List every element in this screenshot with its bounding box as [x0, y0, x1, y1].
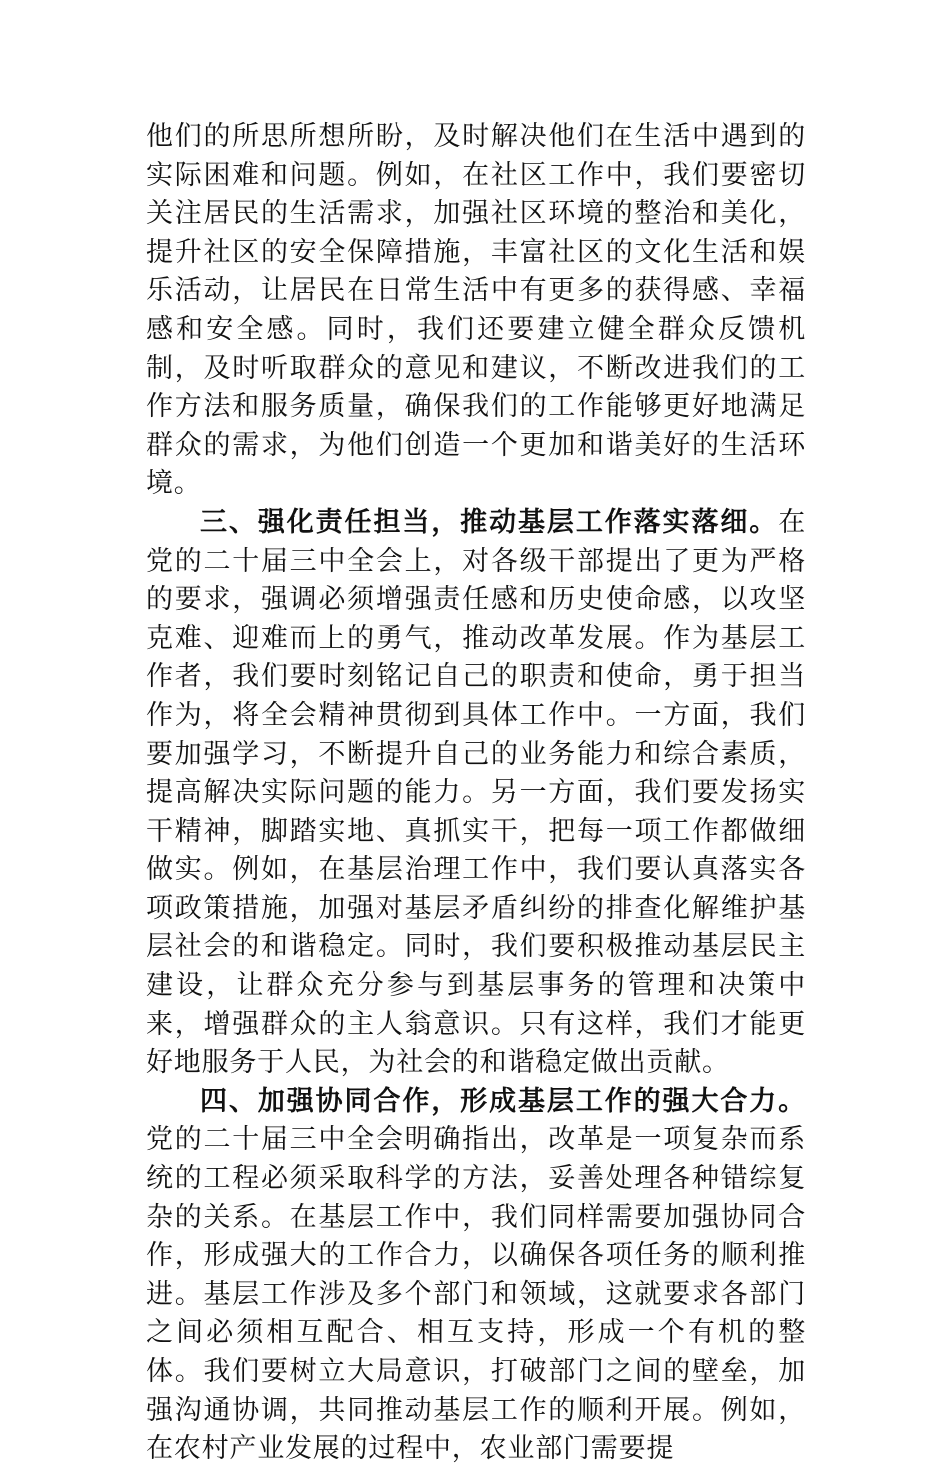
section-heading-4: 四、加强协同合作，形成基层工作的强大合力。	[200, 1085, 806, 1117]
paragraph-text: 党的二十届三中全会明确指出，改革是一项复杂而系统的工程必须采取科学的方法，妥善处理各种错综复杂的关系。在基层工作中，我们同样需要加强协同合作，形成强大的工作合力，以确保各项任务的顺利推进。基层工作涉及多个部门和领域，这就要求各部门之间必须相互配合、相互支持，形成一个有机的整体。我们要树立大局意识，打破部门之间的壁垒，加强沟通协调，共同推动基层工作的顺利开展。例如，在农村产业发展的过程中，农业部门需要提	[146, 1124, 806, 1465]
body-paragraph-3	[146, 1083, 806, 1469]
paragraph-text: 他们的所思所想所盼，及时解决他们在生活中遇到的实际困难和问题。例如，在社区工作中，我们要密切关注居民的生活需求，加强社区环境的整治和美化，提升社区的安全保障措施，丰富社区的文化生活和娱乐活动，让居民在日常生活中有更多的获得感、幸福感和安全感。同时，我们还要建立健全群众反馈机制，及时听取群众的意见和建议，不断改进我们的工作方法和服务质量，确保我们的工作能够更好地满足群众的需求，为他们创造一个更加和谐美好的生活环境。	[146, 121, 806, 500]
section-heading-3: 三、强化责任担当，推动基层工作落实落细。	[200, 506, 779, 538]
body-paragraph-2	[146, 504, 806, 1083]
body-paragraph-1	[146, 118, 806, 504]
paragraph-text: 在党的二十届三中全会上，对各级干部提出了更为严格的要求，强调必须增强责任感和历史使命感，以攻坚克难、迎难而上的勇气，推动改革发展。作为基层工作者，我们要时刻铭记自己的职责和使命，勇于担当作为，将全会精神贯彻到具体工作中。一方面，我们要加强学习，不断提升自己的业务能力和综合素质，提高解决实际问题的能力。另一方面，我们要发扬实干精神，脚踏实地、真抓实干，把每一项工作都做细做实。例如，在基层治理工作中，我们要认真落实各项政策措施，加强对基层矛盾纠纷的排查化解维护基层社会的和谐稳定。同时，我们要积极推动基层民主建设，让群众充分参与到基层事务的管理和决策中来，增强群众的主人翁意识。只有这样，我们才能更好地服务于人民，为社会的和谐稳定做出贡献。	[146, 506, 806, 1079]
document-page	[146, 118, 806, 1469]
